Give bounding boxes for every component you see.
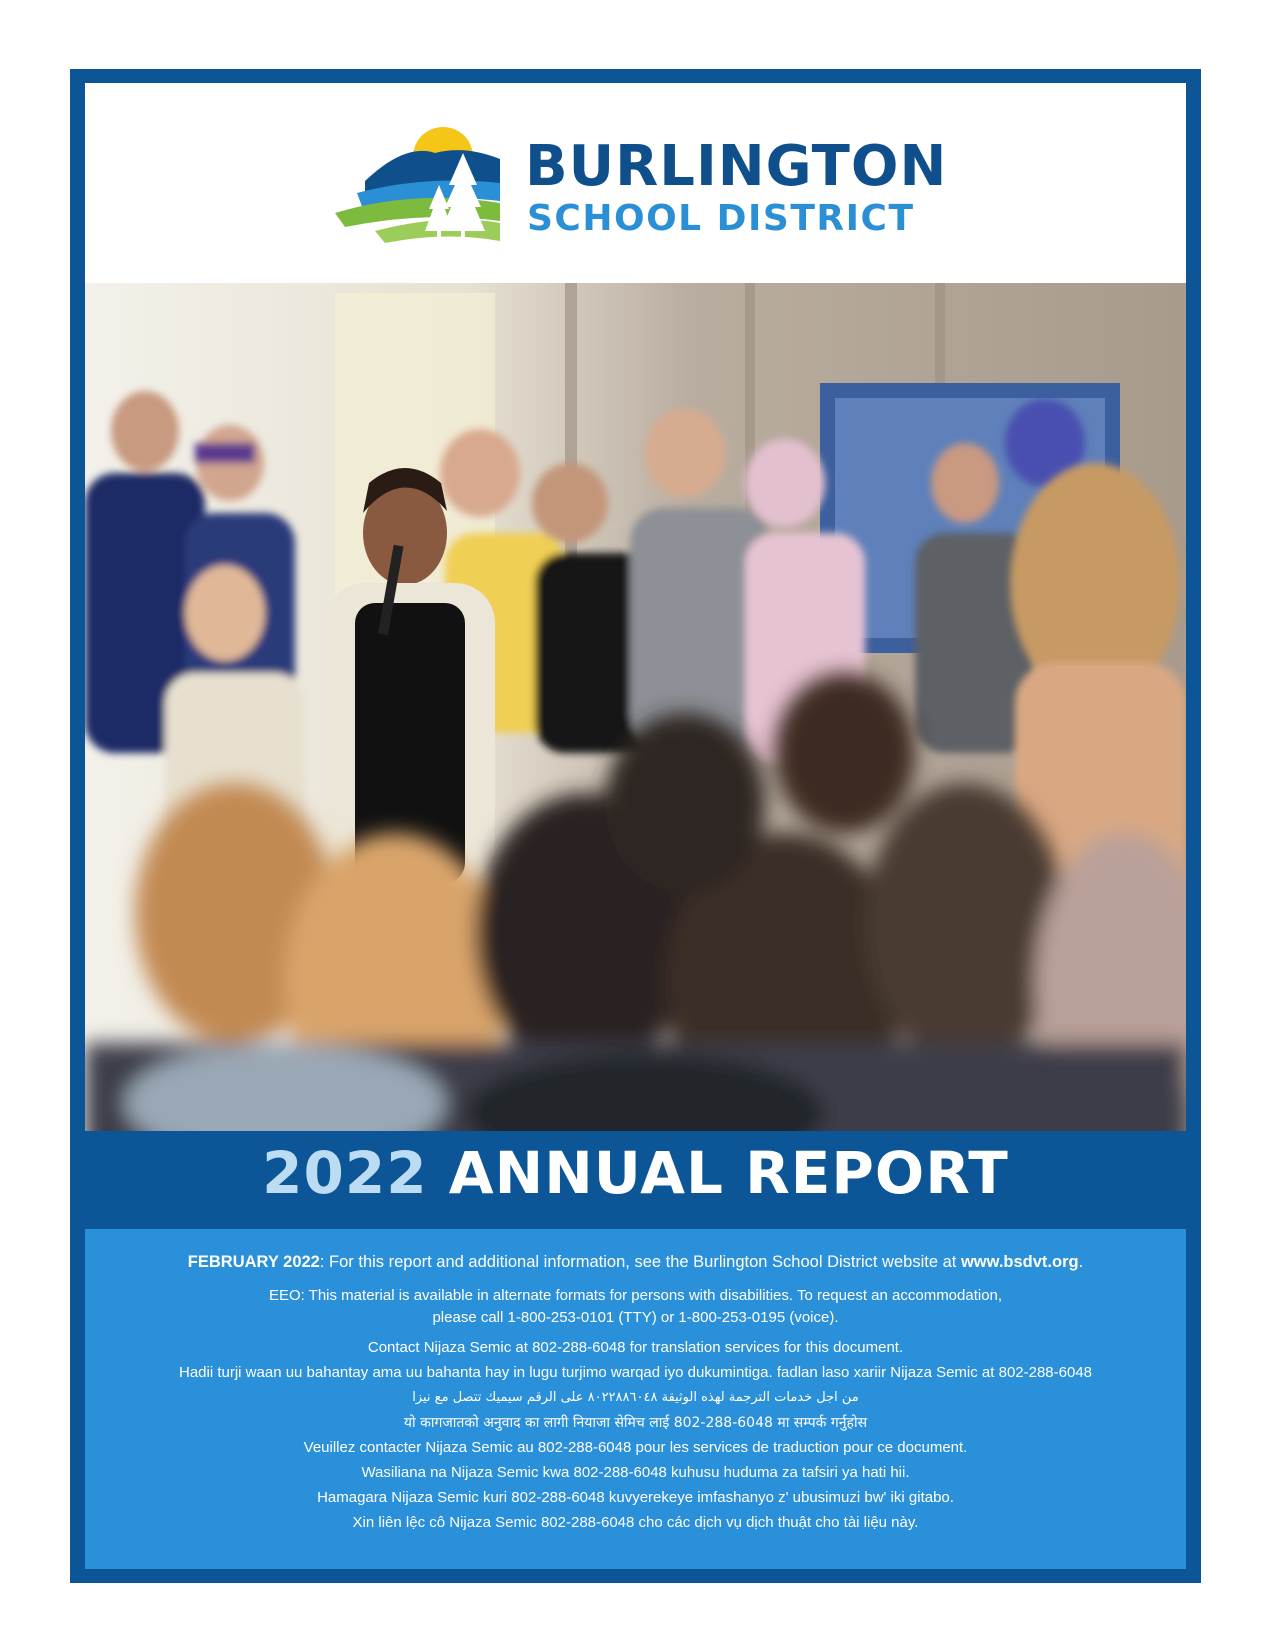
- lead-end: .: [1078, 1253, 1084, 1271]
- translation-nepali: यो कागजातको अनुवाद का लागी नियाजा सेमिच लाई 802-288-6048 मा सम्पर्क गर्नुहोस: [403, 1415, 868, 1431]
- logo-title: BURLINGTON: [525, 134, 948, 199]
- cover-frame: [70, 69, 1201, 1583]
- translation-french: Veuillez contacter Nijaza Semic au 802-288-6048 pour les services de traduction pour ce document.: [303, 1439, 968, 1456]
- website-link[interactable]: www.bsdvt.org: [960, 1253, 1079, 1271]
- landscape-logo-icon: [335, 123, 505, 243]
- translation-somali: Hadii turji waan uu bahantay ama uu bahanta hay in lugu turjimo warqad iyo dukumintiga. fadlan laso xariir Nijaza Semic at 802-288-6048: [178, 1364, 1093, 1381]
- translation-arabic: من اجل خدمات الترجمة لهذه الوثيقة ٨٠٢٢٨٨٦٠٤٨ على الرقم سيميك تتصل مع نيزا: [412, 1390, 859, 1405]
- info-box: [85, 1229, 1186, 1569]
- logo-subtitle: SCHOOL DISTRICT: [527, 198, 915, 239]
- translation-kirundi: Hamagara Nijaza Semic kuri 802-288-6048 kuvyerekeye imfashanyo z' ubusimuzi bw' iki gitabo.: [317, 1489, 954, 1506]
- translation-english: Contact Nijaza Semic at 802-288-6048 for translation services for this document.: [367, 1339, 904, 1356]
- district-logo: [335, 123, 948, 243]
- translation-swahili: Wasiliana na Nijaza Semic kwa 802-288-6048 kuhusu huduma za tafsiri ya hati hii.: [361, 1464, 910, 1481]
- lead-text: : For this report and additional information, see the Burlington School District website at: [319, 1253, 961, 1271]
- lead-line: [85, 1251, 1186, 1273]
- report-title-text: ANNUAL REPORT: [448, 1139, 1009, 1207]
- translation-vietnamese: Xin liên lệc cô Nijaza Semic 802-288-6048 cho các dịch vụ dịch thuật cho tài liệu này.: [352, 1514, 919, 1531]
- crowd-photo: [85, 283, 1186, 1131]
- date-label: FEBRUARY 2022: [187, 1253, 320, 1271]
- eeo-line-1: EEO: This material is available in alternate formats for persons with disabilities. To request an accommodation,: [268, 1287, 1003, 1304]
- header-area: [85, 83, 1186, 283]
- report-year: 2022: [262, 1139, 428, 1207]
- eeo-line-2: please call 1-800-253-0101 (TTY) or 1-800-253-0195 (voice).: [432, 1309, 839, 1326]
- crowd-photo-icon: [85, 283, 1186, 1131]
- report-title: [70, 1139, 1201, 1207]
